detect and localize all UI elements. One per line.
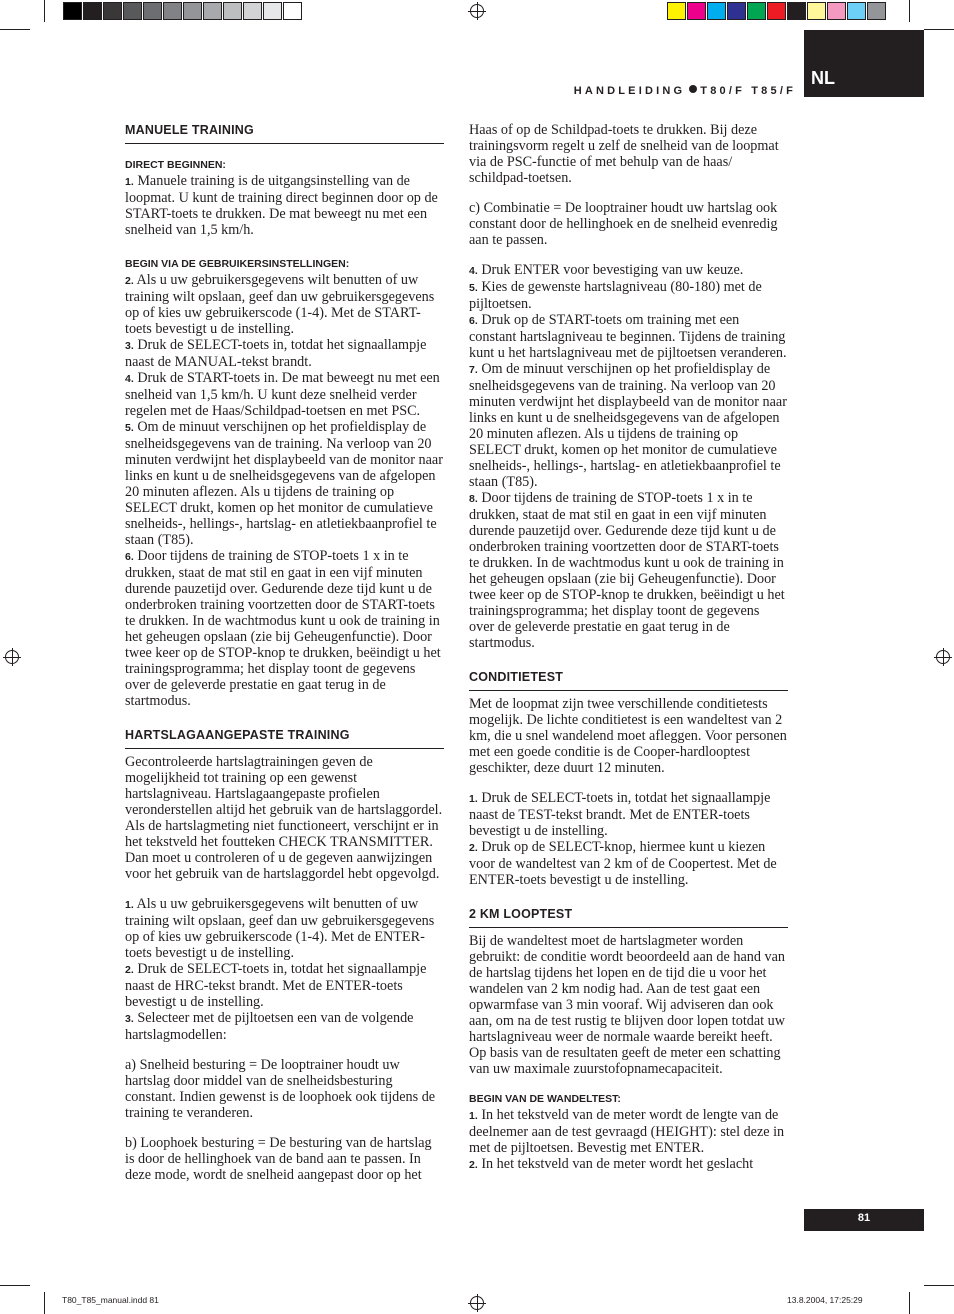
color-swatch — [183, 2, 202, 20]
crop-mark — [909, 0, 910, 22]
paragraph: 6. Door tijdens de training de STOP-toets 1 x in te drukken, staat de mat stil en gaat in een vijf minuten durende pauzetijd over. Gedurende deze tijd kunt u de onderbroken training voortzetten door de START-toets te drukken. In de wachtmodus kunt u ook de training in het geheugen opslaan (zie bij Geheugenfunctie). Door twee keer op de STOP-knop te drukken, beëindigt u het trainingsprogramma; het display toont de gegevens over de geleverde prestatie en gaat terug in de startmodus. — [125, 548, 441, 709]
subheading-user-settings: BEGIN VIA DE GEBRUIKERSINSTELLINGEN: — [125, 258, 350, 270]
color-swatch — [687, 2, 706, 20]
color-swatch — [203, 2, 222, 20]
manual-label: HANDLEIDING — [573, 85, 686, 97]
language-tab: NL — [804, 30, 924, 97]
color-swatch — [263, 2, 282, 20]
color-swatch — [283, 2, 302, 20]
color-swatch — [827, 2, 846, 20]
gray-color-bar — [63, 2, 303, 20]
paragraph: b) Loophoek besturing = De besturing van de hartslag is door de hellinghoek van de band aan te passen. In deze mode, wordt de snelheid aangepast door op het — [125, 1135, 432, 1183]
paragraph: 6. Druk op de START-toets om training met een constant hartslagniveau te beginnen. Tijdens de training kunt u het hartslagniveau met de pijltoetsen veranderen. — [469, 312, 787, 361]
page-number: 81 — [804, 1209, 924, 1231]
paragraph: 2. Druk de SELECT-toets in, totdat het signaallampje naast de HRC-tekst brandt. Met de ENTER-toets bevestigt u de instelling. — [125, 961, 427, 1010]
paragraph: 1. Manuele training is de uitgangsinstelling van de loopmat. U kunt de training direct beginnen door op de START-toets te drukken. De mat beweegt nu met een snelheid van 1,5 km/h. — [125, 173, 438, 238]
color-swatch — [123, 2, 142, 20]
paragraph: 1. Als u uw gebruikersgegevens wilt benutten of uw training wilt opslaan, geef dan uw gebruikersgegevens op of kies uw gebruikerscode (1-4). Met de ENTER-toets bevestigt u de instelling. — [125, 896, 435, 961]
crop-mark — [924, 1285, 954, 1286]
paragraph: Gecontroleerde hartslagtrainingen geven de mogelijkheid tot training op een gewenst hartslagniveau. Hartslagaangepaste profielen veronderstellen altijd het gebruik van de hartslaggordel. Als de hartslagmeting niet functioneert, verschijnt er in het tekstveld het foutteken CHECK TRANSMITTER. Dan moet u controleren of u de gegeven aanwijzingen voor het gebruik van de hartslaggordel hebt opgevolgd. — [125, 754, 443, 882]
color-swatch — [163, 2, 182, 20]
section-title-hr-training: HARTSLAGAANGEPASTE TRAINING — [125, 727, 444, 749]
paragraph: 2. In het tekstveld van de meter wordt het geslacht — [469, 1156, 754, 1172]
color-swatch — [83, 2, 102, 20]
subheading-walk-test-start: BEGIN VAN DE WANDELTEST: — [469, 1093, 621, 1105]
model-label: T80/F T85/F — [700, 85, 796, 97]
registration-mark-icon — [936, 650, 950, 664]
color-swatch — [103, 2, 122, 20]
paragraph: Bij de wandeltest moet de hartslagmeter worden gebruikt: de conditie wordt beoordeeld aan de hand van de hartslag tijdens het lopen en de tijd die u voor het wandelen van 2 km nodig had. Aan de test gaat een opwarmfase van 3 min vooraf. Wij adviseren dan ook aan, om na de test rustig te blijven door lopen totdat uw hartslagniveau weer de normale waarde bereikt heeft. Op basis van de resultaten geeft de meter een schatting van uw maximale zuurstofopnamecapaciteit. — [469, 933, 785, 1077]
crop-mark — [44, 0, 45, 22]
paragraph: 4. Druk ENTER voor bevestiging van uw keuze. — [469, 262, 744, 278]
color-swatch — [767, 2, 786, 20]
color-swatch — [747, 2, 766, 20]
registration-mark-icon — [470, 1296, 484, 1310]
subheading-direct-start: DIRECT BEGINNEN: — [125, 159, 226, 171]
paragraph: Met de loopmat zijn twee verschillende conditietests mogelijk. De lichte conditietest is een wandeltest van 2 km, die u snel wandelend moet afleggen. Voor personen met een goede conditie is de Cooper-hardlooptest geschikter, deze duurt 12 minuten. — [469, 696, 787, 776]
paragraph: 8. Door tijdens de training de STOP-toets 1 x in te drukken, staat de mat stil en gaat in een vijf minuten durende pauzetijd over. Gedurende deze tijd kunt u de onderbroken training voortzetten door de START-toets te drukken. In de wachtmodus kunt u ook de training in het geheugen opslaan (zie bij Geheugenfunctie). Door twee keer op de STOP-knop te drukken, beëindigt u het trainingsprogramma; het display toont de gegevens over de geleverde prestatie en gaat terug in de startmodus. — [469, 490, 785, 651]
color-swatch — [787, 2, 806, 20]
color-swatch — [243, 2, 262, 20]
crop-mark — [909, 1292, 910, 1314]
bullet-icon — [689, 85, 697, 93]
right-column — [469, 122, 788, 1173]
section-title-2km-test: 2 KM LOOPTEST — [469, 906, 788, 928]
running-header — [574, 85, 796, 97]
color-swatch — [807, 2, 826, 20]
paragraph: 1. In het tekstveld van de meter wordt de lengte van de deelnemer aan de test gevraagd (HEIGHT): stel deze in met de pijltoetsen. Bevestig met ENTER. — [469, 1107, 785, 1156]
paragraph: 3. Druk de SELECT-toets in, totdat het signaallampje naast de MANUAL-tekst brandt. — [125, 337, 427, 370]
color-swatch — [867, 2, 886, 20]
color-swatch — [847, 2, 866, 20]
left-column — [125, 122, 444, 1183]
crop-mark — [0, 29, 30, 30]
paragraph: a) Snelheid besturing = De looptrainer houdt uw hartslag door middel van de snelheidsbesturing constant. Indien gewenst is de loophoek ook tijdens de training te veranderen. — [125, 1057, 436, 1121]
paragraph: Haas of op de Schildpad-toets te drukken. Bij deze trainingsvorm regelt u zelf de snelheid van de loopmat via de PSC-functie of met behulp van de haas/ schildpad-toetsen. — [469, 122, 779, 186]
paragraph: 5. Om de minuut verschijnen op het profieldisplay de snelheidsgegevens van de training. Na verloop van 20 minuten verdwijnt het displaybeeld van de monitor naar links en kunt u de snelheidsgegevens van de afgelopen 20 minuten aflezen. Als u tijdens de training op SELECT drukt, komen op het monitor de cumulatieve snelheids-, hellings-, hartslag- en atletiekbaanprofiel te staan (T85). — [125, 419, 443, 548]
color-swatch — [727, 2, 746, 20]
registration-mark-icon — [470, 4, 484, 18]
paragraph: c) Combinatie = De looptrainer houdt uw hartslag ook constant door de hellinghoek en de snelheid evenredig aan te passen. — [469, 200, 778, 248]
slug-timestamp: 13.8.2004, 17:25:29 — [787, 1295, 863, 1305]
crop-mark — [924, 29, 954, 30]
paragraph: 5. Kies de gewenste hartslagniveau (80-180) met de pijltoetsen. — [469, 279, 762, 312]
slug-file-name: T80_T85_manual.indd 81 — [62, 1295, 159, 1305]
color-swatch — [63, 2, 82, 20]
paragraph: 1. Druk de SELECT-toets in, totdat het signaallampje naast de TEST-tekst brandt. Met de ENTER-toets bevestigt u de instelling. — [469, 790, 771, 839]
paragraph: 2. Als u uw gebruikersgegevens wilt benutten of uw training wilt opslaan, geef dan uw gebruikersgegevens op of kies uw gebruikerscode (1-4). Met de START-toets bevestigt u de instelling. — [125, 272, 435, 337]
paragraph: 2. Druk op de SELECT-knop, hiermee kunt u kiezen voor de wandeltest van 2 km of de Coopertest. Met de ENTER-toets bevestigt u de instelling. — [469, 839, 777, 888]
section-title-manual-training: MANUELE TRAINING — [125, 122, 444, 144]
paragraph: 7. Om de minuut verschijnen op het profieldisplay de snelheidsgegevens van de training. Na verloop van 20 minuten verdwijnt het displaybeeld van de monitor naar links en kunt u de snelheidsgegevens van de afgelopen 20 minuten aflezen. Als u tijdens de training op SELECT drukt, komen op het monitor de cumulatieve snelheids-, hellings-, hartslag- en atletiekbaanprofiel te staan (T85). — [469, 361, 787, 490]
color-swatch — [143, 2, 162, 20]
registration-mark-icon — [5, 650, 19, 664]
paragraph: 4. Druk de START-toets in. De mat beweegt nu met een snelheid van 1,5 km/h. U kunt deze snelheid verder regelen met de Haas/Schildpad-toetsen en met PSC. — [125, 370, 440, 419]
crop-mark — [0, 1285, 30, 1286]
paragraph: 3. Selecteer met de pijltoetsen een van de volgende hartslagmodellen: — [125, 1010, 414, 1043]
color-swatch — [707, 2, 726, 20]
color-swatch — [667, 2, 686, 20]
section-title-condition-test: CONDITIETEST — [469, 669, 788, 691]
process-color-bar — [667, 2, 887, 20]
color-swatch — [223, 2, 242, 20]
crop-mark — [44, 1292, 45, 1314]
